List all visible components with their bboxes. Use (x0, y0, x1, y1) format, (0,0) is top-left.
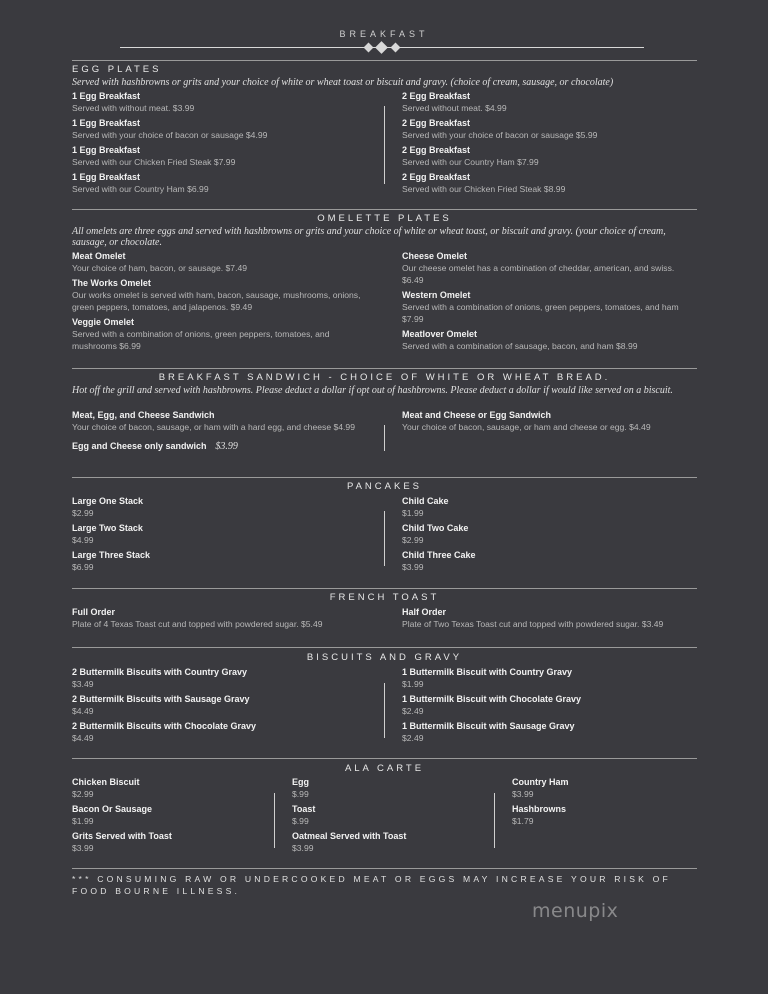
menu-item: 1 Egg Breakfast Served with our Chicken Fried Steak $7.99 (72, 145, 236, 167)
ala-carte-col3 (512, 776, 697, 830)
breakfast-sandwich-section (72, 372, 697, 396)
section-description: Hot off the grill and served with hashbrowns. Please deduct a dollar if opt out of hashbrowns. Please deduct a dollar if would like served on a biscuit. (72, 385, 673, 396)
menu-item: Half Order Plate of Two Texas Toast cut and topped with powdered sugar. $3.49 (402, 607, 664, 629)
menu-item: Chicken Biscuit $2.99 (72, 777, 140, 799)
column-divider (384, 683, 385, 738)
menu-item: Large Two Stack $4.99 (72, 523, 143, 545)
french-toast-right (402, 606, 697, 633)
menu-item: Child Cake $1.99 (402, 496, 449, 518)
menu-item: Cheese Omelet Our cheese omelet has a combination of cheddar, american, and swiss. $6.49 (402, 251, 675, 285)
menu-item: Toast $.99 (292, 804, 316, 826)
menu-item: 2 Buttermilk Biscuits with Country Gravy $3.49 (72, 667, 248, 689)
menu-item: Oatmeal Served with Toast $3.99 (292, 831, 407, 853)
column-divider (384, 511, 385, 566)
egg-plates-left (72, 90, 372, 198)
menu-item: Grits Served with Toast $3.99 (72, 831, 172, 853)
menu-item: 2 Buttermilk Biscuits with Chocolate Gravy $4.49 (72, 721, 257, 743)
menu-item: Meat and Cheese or Egg Sandwich Your choice of bacon, sausage, or ham and cheese or egg. $4.49 (402, 410, 651, 432)
menu-item: Western Omelet Served with a combination of onions, green peppers, tomatoes, and ham $7.99 (402, 290, 679, 324)
column-divider (274, 793, 275, 848)
menu-item: Large One Stack $2.99 (72, 496, 144, 518)
column-divider (384, 106, 385, 184)
section-rule (72, 758, 697, 759)
menu-item: Egg and Cheese only sandwich $3.99 (72, 441, 238, 452)
section-rule (72, 588, 697, 589)
french-toast-section (72, 592, 697, 603)
menu-item: 2 Buttermilk Biscuits with Sausage Gravy $4.49 (72, 694, 250, 716)
pancakes-right (402, 495, 692, 576)
section-title: ALA CARTE (344, 763, 425, 774)
ala-carte-col1 (72, 776, 262, 857)
menu-item: 1 Buttermilk Biscuit with Sausage Gravy $2.49 (402, 721, 575, 743)
biscuits-gravy-right (402, 666, 697, 747)
menu-item: Hashbrowns $1.79 (512, 804, 567, 826)
section-title: BISCUITS AND GRAVY (306, 652, 463, 663)
watermark-logo: menupix (532, 900, 619, 922)
menu-item: Meat Omelet Your choice of ham, bacon, or sausage. $7.49 (72, 251, 248, 273)
menu-item: 2 Egg Breakfast Served with our Chicken Fried Steak $8.99 (402, 172, 566, 194)
section-description: Served with hashbrowns or grits and your choice of white or wheat toast or biscuit and gravy. (choice of cream, sausage, or chocolate) (72, 77, 614, 88)
egg-plates-section (72, 64, 697, 88)
biscuits-gravy-left (72, 666, 372, 747)
french-toast-left (72, 606, 372, 633)
omelette-plates-right (402, 250, 692, 355)
menu-item: Bacon Or Sausage $1.99 (72, 804, 153, 826)
menu-item: The Works Omelet Our works omelet is served with ham, bacon, sausage, mushrooms, onions, green peppers, tomatoes, and jalapenos. $9.49 (72, 278, 361, 312)
ala-carte-col2 (292, 776, 482, 857)
breakfast-sandwich-left (72, 409, 362, 457)
section-title: FRENCH TOAST (329, 592, 440, 603)
menu-item: 2 Egg Breakfast Served with our Country Ham $7.99 (402, 145, 539, 167)
menu-item: Egg $.99 (292, 777, 309, 799)
menu-item: 2 Egg Breakfast Served without meat. $4.99 (402, 91, 507, 113)
section-description: All omelets are three eggs and served with hashbrowns or grits and your choice of white or wheat toast, or biscuit and gravy. (your choice of cream, sausage, or chocolate. (72, 226, 666, 248)
pancakes-left (72, 495, 362, 576)
section-rule (72, 209, 697, 210)
section-title: PANCAKES (346, 481, 423, 492)
menu-item: Meat, Egg, and Cheese Sandwich Your choice of bacon, sausage, or ham with a hard egg, and cheese $4.99 (72, 410, 355, 432)
pancakes-section (72, 481, 697, 492)
menu-item: 2 Egg Breakfast Served with your choice of bacon or sausage $5.99 (402, 118, 598, 140)
column-divider (384, 425, 385, 451)
menu-item: Child Three Cake $3.99 (402, 550, 476, 572)
section-rule (72, 477, 697, 478)
omelette-plates-left (72, 250, 362, 355)
egg-plates-right (402, 90, 697, 198)
menu-item: 1 Egg Breakfast Served with your choice of bacon or sausage $4.99 (72, 118, 268, 140)
menu-item: Country Ham $3.99 (512, 777, 569, 799)
section-rule (72, 368, 697, 369)
menu-item: Child Two Cake $2.99 (402, 523, 469, 545)
column-divider (494, 793, 495, 848)
section-rule (72, 868, 697, 869)
menu-item: 1 Buttermilk Biscuit with Chocolate Gravy $2.49 (402, 694, 582, 716)
section-title: OMELETTE PLATES (317, 213, 452, 224)
section-title: EGG PLATES (72, 64, 162, 75)
menu-item: 1 Buttermilk Biscuit with Country Gravy $1.99 (402, 667, 573, 689)
title-ornament (120, 40, 644, 56)
omelette-plates-section (72, 213, 697, 248)
menu-item: 1 Egg Breakfast Served with our Country Ham $6.99 (72, 172, 209, 194)
section-rule (72, 647, 697, 648)
menu-item: 1 Egg Breakfast Served with without meat. $3.99 (72, 91, 195, 113)
page-title: BREAKFAST (339, 29, 429, 39)
menu-item: Large Three Stack $6.99 (72, 550, 151, 572)
ala-carte-section (72, 763, 697, 774)
menu-item: Full Order Plate of 4 Texas Toast cut and topped with powdered sugar. $5.49 (72, 607, 323, 629)
section-rule (72, 60, 697, 61)
health-notice: *** CONSUMING RAW OR UNDERCOOKED MEAT OR EGGS MAY INCREASE YOUR RISK OF FOOD BOURNE ILLNESS. (72, 874, 672, 896)
section-title: BREAKFAST SANDWICH - CHOICE OF WHITE OR WHEAT BREAD. (158, 372, 611, 383)
breakfast-sandwich-right (402, 409, 697, 436)
menu-item: Veggie Omelet Served with a combination of onions, green peppers, tomatoes, and mushrooms $6.99 (72, 317, 330, 351)
menu-item: Meatlover Omelet Served with a combination of sausage, bacon, and ham $8.99 (402, 329, 638, 351)
biscuits-gravy-section (72, 652, 697, 663)
